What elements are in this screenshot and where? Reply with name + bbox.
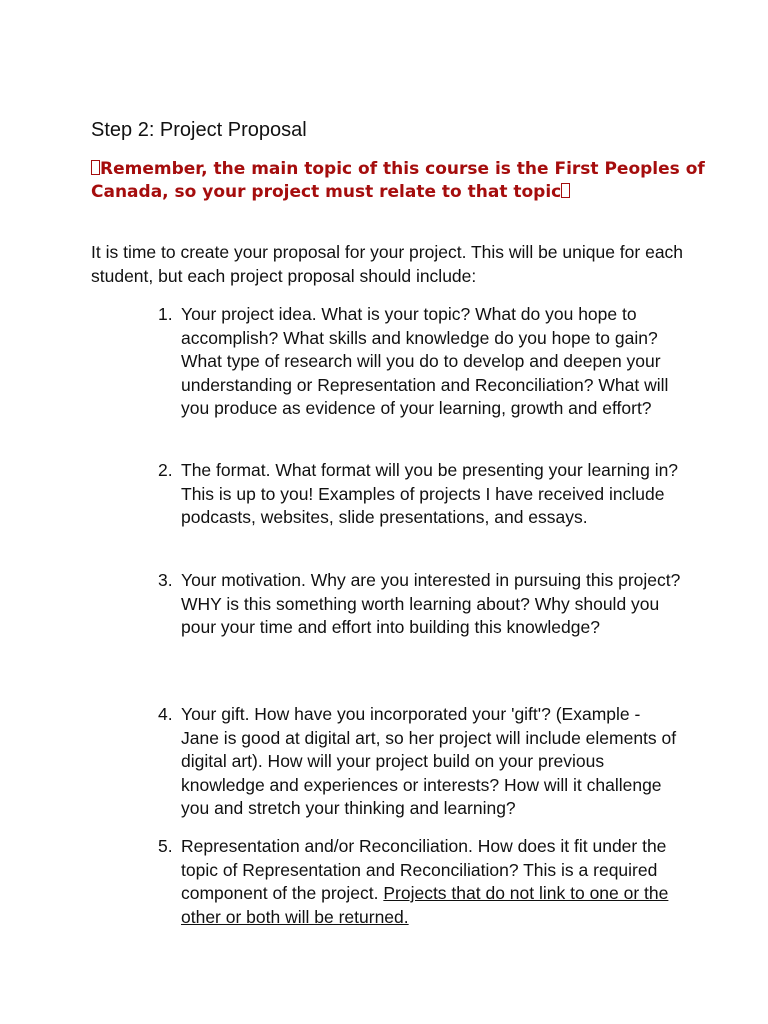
- list-number: 3.: [158, 570, 173, 590]
- list-number: 4.: [158, 704, 173, 724]
- list-number: 1.: [158, 304, 173, 324]
- reminder-text: Remember, the main topic of this course is the First Peoples of Canada, so your project must relate to that topic: [91, 159, 705, 202]
- intro-paragraph: It is time to create your proposal for your project. This will be unique for each student, but each project proposal should include:: [91, 242, 684, 286]
- missing-glyph-icon: [561, 183, 570, 198]
- underlined-warning: Projects that do not link to one or the other or both will be returned.: [181, 883, 669, 927]
- missing-glyph-icon: [91, 160, 100, 175]
- list-number: 5.: [158, 836, 173, 856]
- list-number: 2.: [158, 460, 173, 480]
- list-item-text: [181, 835, 681, 929]
- page-title: Step 2: Project Proposal: [91, 119, 307, 141]
- reminder-note: [91, 158, 731, 204]
- list-item-text: Your motivation. Why are you interested in pursuing this project? WHY is this something worth learning about? Why should you pour your time and effort into building this knowledge?: [181, 570, 681, 637]
- list-item-body: Representation and/or Reconciliation. How does it fit under the topic of Representation and Reconciliation? This is a required component of the project.: [181, 836, 667, 903]
- list-item-text: The format. What format will you be presenting your learning in? This is up to you! Examples of projects I have received include podcasts, websites, slide presentations, and essays.: [181, 460, 679, 527]
- list-item-text: Your project idea. What is your topic? What do you hope to accomplish? What skills and knowledge do you hope to gain? What type of research will you do to develop and deepen your understanding or Representation and Reconciliation? What will you produce as evidence of your learning, growth and effort?: [181, 304, 669, 418]
- list-item-text: Your gift. How have you incorporated your 'gift'? (Example - Jane is good at digital art, so her project will include elements of digital art). How will your project build on your previous knowledge and experiences or interests? How will it challenge you and stretch your thinking and learning?: [181, 704, 677, 818]
